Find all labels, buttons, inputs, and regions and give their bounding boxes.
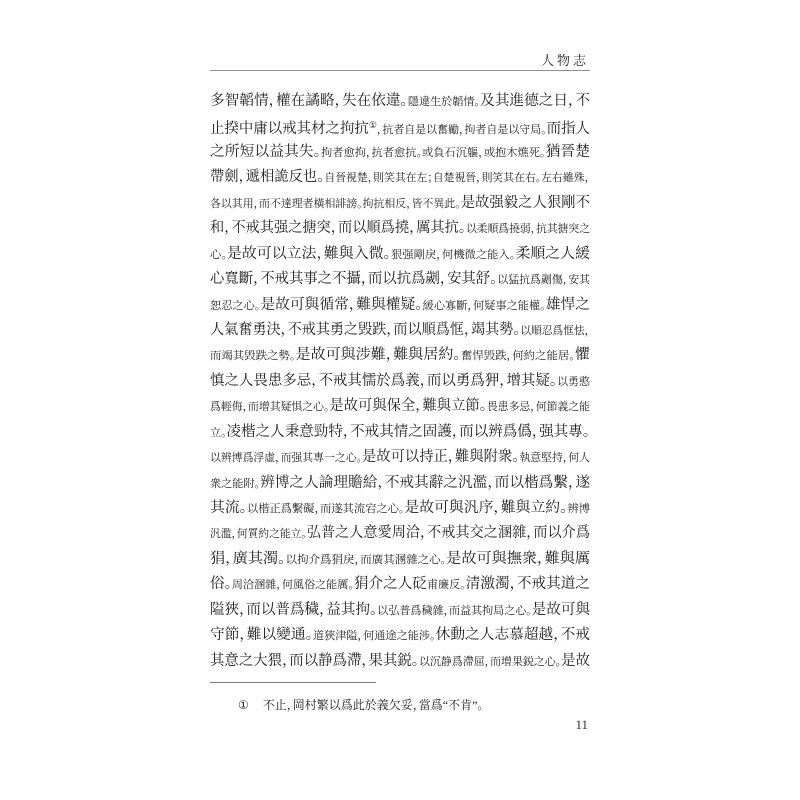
header-rule [210,70,590,71]
commentary-text-segment: 以勇憨 [557,375,590,388]
text-line [210,139,598,164]
main-text-segment: 弘普之人意愛周洽，不戒其交之溷雜，而以介爲 [306,525,590,542]
text-line [210,571,593,596]
text-line [210,470,594,495]
main-text-segment: 柔順之人緩 [515,245,590,262]
text-line [210,495,598,520]
main-text-segment: 是故可與循常，難與權疑。 [260,296,423,313]
text-line [210,393,590,418]
main-text-segment: 是故可以立法，難與入微。 [226,245,392,262]
commentary-text-segment: 緩心寡斷，何疑事之能權。 [422,299,546,312]
commentary-text-segment: 而竭其毁跌之勢。 [210,350,296,363]
text-line [210,648,588,673]
text-line [210,419,591,444]
commentary-text-segment: 立。 [210,426,227,439]
main-text-segment: 休動之人志慕超越，不戒 [435,627,590,644]
main-text-segment: 是故可與汎序，難與立約。 [404,500,568,516]
footnote-ref-marker: ① [368,120,377,131]
main-text-segment: 守節，難以變通。 [210,627,313,644]
footnote-marker: ① [238,698,249,712]
commentary-text-segment: 隱違生於韜情。 [407,96,481,108]
main-text-segment: 其流。 [210,500,248,516]
main-text-segment: 是故 [561,652,590,669]
main-text-segment: 懼 [574,347,590,364]
main-text-segment: 多智韜情，權在譎略，失在依違。 [210,93,408,109]
main-text-segment: 狷介之人砭 [353,576,427,593]
main-text-segment: 清激濁，不戒其道之 [465,576,590,593]
main-text-segment: 是故可與保全，難與立節。 [329,398,487,415]
main-text-segment: 凌楷之人秉意勁特，不戒其情之固護，而以辨爲僞，强其專。 [226,423,591,440]
commentary-text-segment: 汎濫，何質約之能立。 [210,528,307,541]
main-text-segment: 俗。 [210,576,232,593]
main-text-segment: 人氣奮勇決，不戒其勇之毁跌，而以順爲恇，竭其勢。 [210,321,521,338]
text-line [210,546,606,571]
commentary-text-segment: ，抗者自是以奮勵，拘者自是以守局。 [376,124,547,137]
commentary-text-segment: 以沉静爲滯屈，而增果鋭之心。 [419,655,562,668]
main-text-segment: 雄悍之 [545,296,590,313]
main-text-segment: 是故可以持正，難與附衆。 [362,449,520,466]
text-line [210,88,594,113]
commentary-text-segment: 各以其用，而不達理者橫相誹謗。拘抗相反，皆不異此。 [210,197,461,210]
commentary-text-segment: 以猛抗爲劌傷，安其 [497,274,590,287]
commentary-text-segment: 恕忍之心。 [210,299,261,312]
commentary-text-segment: 執意堅持，何人 [519,452,590,465]
commentary-text-segment: 以拘介爲狷戾，而廣其溷雜之心。 [285,553,447,566]
commentary-text-segment: 狠强剛戾，何機微之能入。 [391,248,516,261]
text-line [210,342,604,367]
commentary-text-segment: 自晉視楚，則笑其在左；自楚視晉，則笑其在右。左右雖殊， [324,172,590,185]
text-block [210,88,590,673]
commentary-text-segment: 拘者愈拘，抗者愈抗。或負石沉軀，或抱木燋死。 [321,146,546,159]
main-text-segment: 是故可與撫衆，難與厲 [446,550,590,567]
commentary-text-segment: 心。 [210,248,227,261]
commentary-text-segment: 以柔順爲撓弱，抗其搪突之 [465,223,590,236]
running-header-title: 人物志 [540,53,589,68]
text-line [210,368,589,393]
main-text-segment: 是故可與 [531,601,590,618]
commentary-text-segment: 畏患多忌，何節義之能 [486,401,590,414]
text-line [210,292,597,317]
main-text-segment: 和，不戒其强之搪突，而以順爲撓，厲其抗。 [210,220,466,237]
main-text-segment: 是故强毅之人狠剛不 [460,194,590,211]
commentary-text-segment: 甫廉反。 [426,579,466,592]
main-text-segment: 狷，廣其濁。 [210,550,286,567]
commentary-text-segment: 奮悍毁跌，何約之能居。 [460,350,575,363]
commentary-text-segment: 爲輕侮，而增其疑惧之心。 [210,401,330,414]
text-line [210,317,590,342]
main-text-segment: 辨博之人論理贍給，不戒其辭之汎濫，而以楷爲繫，遂 [260,474,590,491]
main-text-segment: 心寬斷，不戒其事之不攝，而以抗爲劌，安其舒。 [210,271,498,288]
text-line [210,215,590,240]
text-line [210,241,601,266]
commentary-text-segment: 以弘普爲穢雜，而益其拘局之心。 [377,604,532,617]
page-number: 11 [575,717,588,732]
text-line [210,520,590,545]
footnote-rule [210,682,376,683]
text-line [210,190,590,215]
main-text-segment: 而指人 [546,121,590,138]
main-text-segment: 慎之人畏患多忌，不戒其懦於爲義，而以勇爲狎，增其疑。 [210,372,558,389]
main-text-segment: 止揆中庸以戒其材之拘抗 [210,121,369,138]
commentary-text-segment: 周洽溷雜，何風俗之能厲。 [231,579,354,592]
main-text-segment: 及其進德之日，不 [480,93,590,109]
main-text-segment: 帶劍，遞相詭反也。 [210,169,325,186]
footnote-text: 不止，岡村繁以爲此於義欠妥，當爲“不肯”。 [262,698,484,712]
main-text-segment: 猶晉楚 [545,143,590,160]
commentary-text-segment: 以順忍爲恇怯， [520,324,590,337]
text-line [210,444,590,469]
commentary-text-segment: 道狹津隘，何通途之能涉。 [312,630,436,643]
footnote [238,696,483,713]
main-text-segment: 是故可與涉難，難與居約。 [295,347,461,364]
text-line [210,164,590,189]
text-line [210,597,591,622]
text-line [210,266,590,291]
text-line [210,622,595,647]
main-text-segment: 隘狹，而以普爲穢，益其拘。 [210,601,378,618]
commentary-text-segment: 以辨博爲浮虛，而强其專一之心。 [210,452,362,465]
main-text-segment: 之所短以益其失。 [210,143,322,160]
text-line [210,113,588,138]
commentary-text-segment: 衆之能附。 [210,477,261,490]
commentary-text-segment: 辨博 [567,503,590,515]
commentary-text-segment: 以楷正爲繫礙，而遂其流宕之心。 [247,503,405,515]
main-text-segment: 其意之大猥，而以静爲滯，果其鋭。 [210,652,420,669]
